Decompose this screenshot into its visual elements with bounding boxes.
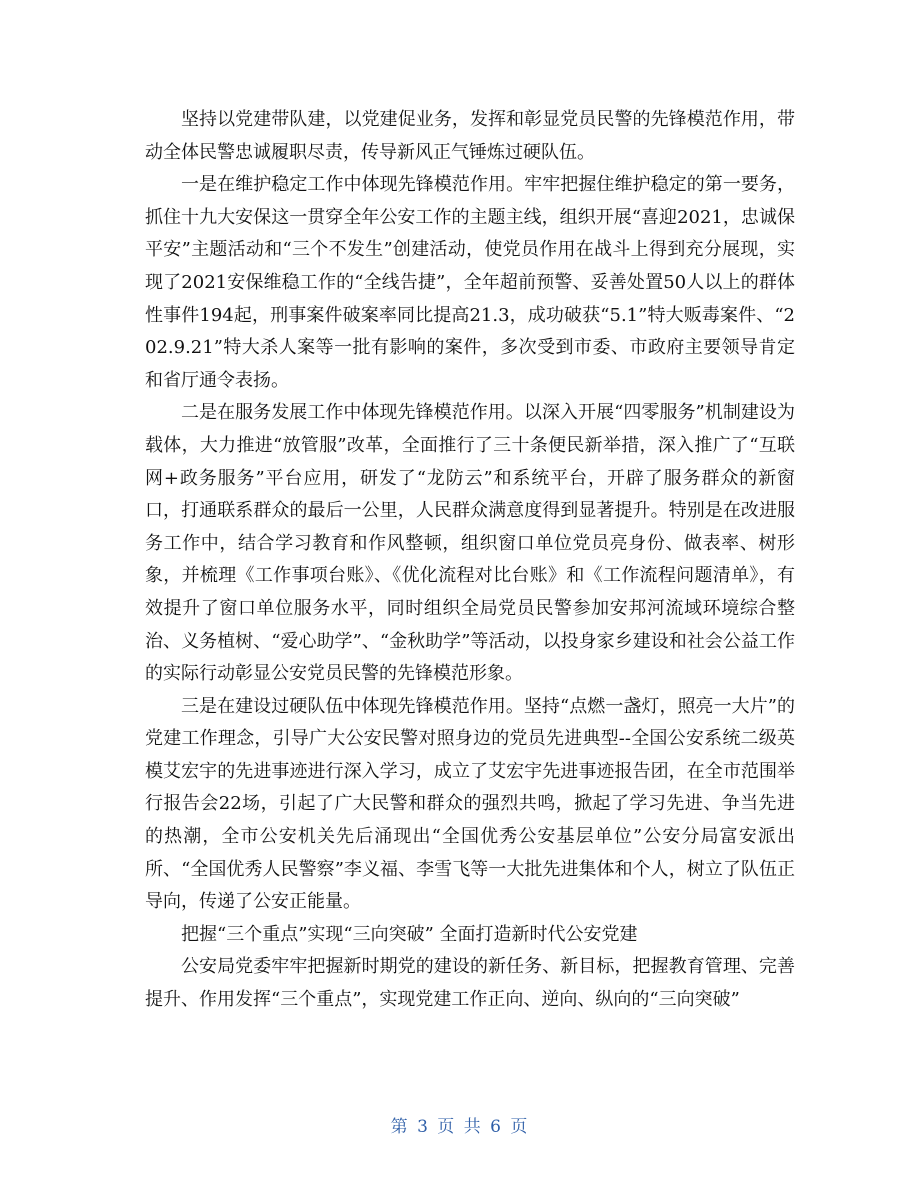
paragraph-stability: 一是在维护稳定工作中体现先锋模范作用。牢牢把握住维护稳定的第一要务，抓住十九大安保这一贯穿全年公安工作的主题主线，组织开展“喜迎2021，忠诚保平安”主题活动和“三个不发生”创建活动，使党员作用在战斗上得到充分展现，实现了2021安保维稳工作的“全线告捷”，全年超前预警、妥善处置50人以上的群体性事件194起，刑事案件破案率同比提高21.3，成功破获“5.1”特大贩毒案件、“202.9.21”特大杀人案等一批有影响的案件，多次受到市委、市政府主要领导肯定和省厅通令表扬。 [145, 174, 795, 391]
paragraph-last: 公安局党委牢牢把握新时期党的建设的新任务、新目标，把握教育管理、完善提升、作用发挥“三个重点”，实现党建工作正向、逆向、纵向的“三向突破” [145, 956, 795, 1011]
page-number-footer: 第 3 页 共 6 页 [390, 1117, 530, 1137]
document-body [145, 104, 795, 1017]
section-heading: 把握“三个重点”实现“三向突破” 全面打造新时代公安党建 [181, 923, 638, 945]
paragraph-team: 三是在建设过硬队伍中体现先锋模范作用。坚持“点燃一盏灯，照亮一大片”的党建工作理念，引导广大公安民警对照身边的党员先进典型--全国公安系统二级英模艾宏宇的先进事迹进行深入学习，成立了艾宏宇先进事迹报告团，在全市范围举行报告会22场，引起了广大民警和群众的强烈共鸣，掀起了学习先进、争当先进的热潮，全市公安机关先后涌现出“全国优秀公安基层单位”公安分局富安派出所、“全国优秀人民警察”李义福、李雪飞等一大批先进集体和个人，树立了队伍正导向，传递了公安正能量。 [145, 695, 795, 913]
paragraph-service: 二是在服务发展工作中体现先锋模范作用。以深入开展“四零服务”机制建设为载体，大力推进“放管服”改革，全面推行了三十条便民新举措，深入推广了“互联网+政务服务”平台应用，研发了“龙防云”和系统平台，开辟了服务群众的新窗口，打通联系群众的最后一公里，人民群众满意度得到显著提升。特别是在改进服务工作中，结合学习教育和作风整顿，组织窗口单位党员亮身份、做表率、树形象，并梳理《工作事项台账》、《优化流程对比台账》和《工作流程问题清单》，有效提升了窗口单位服务水平，同时组织全局党员民警参加安邦河流域环境综合整治、义务植树、“爱心助学”、“金秋助学”等活动，以投身家乡建设和社会公益工作的实际行动彰显公安党员民警的先锋模范形象。 [145, 402, 795, 685]
paragraph-intro: 坚持以党建带队建，以党建促业务，发挥和彰显党员民警的先锋模范作用，带动全体民警忠诚履职尽责，传导新风正气锤炼过硬队伍。 [145, 109, 795, 163]
